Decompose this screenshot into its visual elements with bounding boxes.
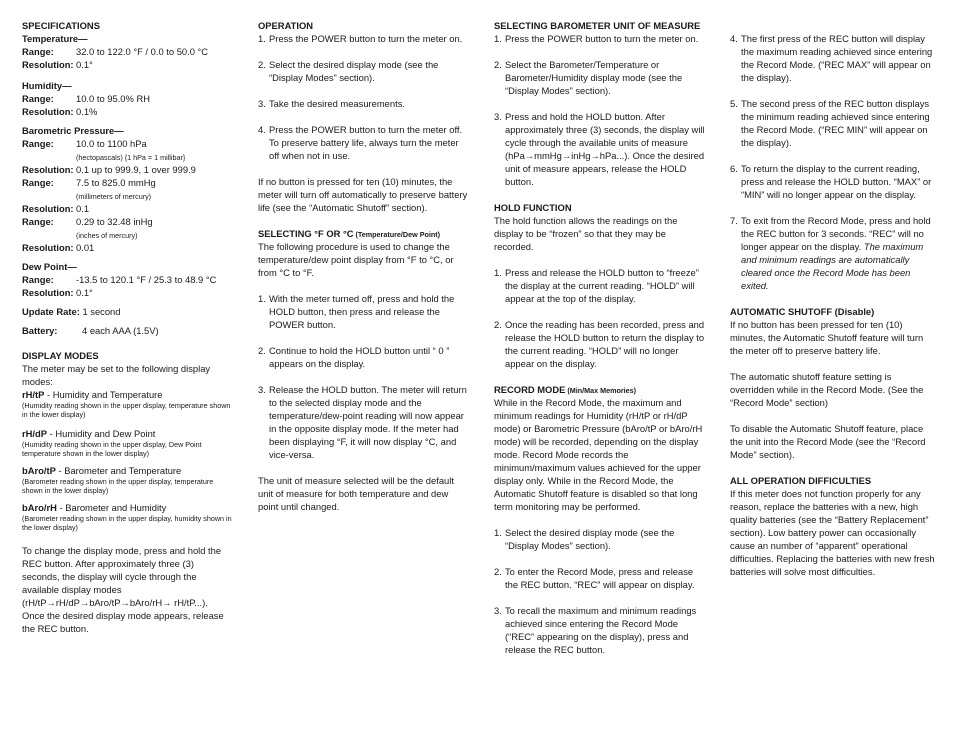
mode-title: - Humidity and Dew Point — [47, 428, 156, 439]
resolution-label: Resolution: — [22, 203, 74, 214]
list-item: 3. To recall the maximum and minimum readings achieved since entering the Record Mode (“REC” appearing on the display), press and release the REC button. — [494, 605, 697, 655]
mode-rh-tp-note: (Humidity reading shown in the upper display, temperature shown in the lower display) — [22, 401, 231, 419]
baro-hpa-resolution-value: 0.1 up to 999.9, 1 over 999.9 — [76, 164, 196, 175]
humidity-range-row — [22, 92, 232, 105]
record-mode-intro: While in the Record Mode, the maximum and minimum readings for Humidity (rH/tP or rH/dP mode) or Barometric Pressure (bAro/tP or bAro/rH mode) will be recorded, depending on the display mode. Record Mode records the minimum/maximum values achieved for the upper display only. While in the Record Mode, the Automatic Shutoff feature is disabled so that long term monitoring may be performed. — [494, 397, 703, 512]
list-item: 1. Select the desired display mode (see the “Display Modes” section). — [494, 527, 675, 551]
list-item: 1. Press and release the HOLD button to “freeze” the display at the current reading. “HOLD” will appear at the top of the display. — [494, 267, 699, 304]
list-item: 3. Take the desired measurements. — [258, 98, 406, 109]
baro-mmhg-note: (millimeters of mercury) — [76, 192, 152, 201]
barometric-pressure-heading: Barometric Pressure— — [22, 125, 124, 136]
baro-inhg-note: (inches of mercury) — [76, 231, 138, 240]
mode-rh-tp — [22, 388, 232, 401]
baro-mmhg-range-row — [22, 176, 232, 202]
list-item: 2. Select the desired display mode (see the “Display Modes” section). — [258, 59, 439, 83]
dew-range-row — [22, 273, 232, 286]
range-label: Range: — [22, 177, 54, 188]
baro-mmhg-resolution-row — [22, 202, 232, 215]
difficulties-heading: ALL OPERATION DIFFICULTIES — [730, 475, 872, 486]
baro-inhg-resolution-value: 0.01 — [76, 242, 95, 253]
dew-resolution-row — [22, 286, 232, 299]
select-f-c-steps — [258, 292, 468, 461]
select-f-c-heading: SELECTING °F OR °C (Temperature/Dew Point) — [258, 228, 441, 239]
specifications-heading: SPECIFICATIONS — [22, 20, 100, 31]
operation-column — [258, 19, 468, 513]
list-item: 3. Release the HOLD button. The meter will return to the selected display mode and the temperature/dew-point reading will now appear in the opposite display mode. If the meter had been displaying °F, it will now display °C, and vice-versa. — [258, 384, 467, 460]
list-item: 5. The second press of the REC button displays the minimum reading achieved since entering the Record Mode. (“REC MIN” will appear on the display). — [730, 98, 930, 148]
operation-heading: OPERATION — [258, 20, 314, 31]
baro-inhg-resolution-row — [22, 241, 232, 254]
humidity-range-value: 10.0 to 95.0% RH — [76, 93, 151, 104]
mode-name: bAro/tP — [22, 465, 56, 476]
baro-inhg-range-value: 0.29 to 32.48 inHg — [76, 216, 153, 227]
range-label: Range: — [22, 216, 54, 227]
mode-name: bAro/rH — [22, 502, 57, 513]
list-item: 1. With the meter turned off, press and hold the HOLD button, then press and release the POWER button. — [258, 293, 455, 330]
baro-mmhg-resolution-value: 0.1 — [76, 203, 90, 214]
barometer-unit-heading: SELECTING BAROMETER UNIT OF MEASURE — [494, 20, 701, 31]
auto-shutoff-heading: AUTOMATIC SHUTOFF (Disable) — [730, 306, 875, 317]
list-item: 3. Press and hold the HOLD button. After approximately three (3) seconds, the display will cycle through the available units of measure (hPa→mmHg→inHg→hPa...). Once the desired unit of measure appears, release the HOLD button. — [494, 111, 705, 187]
select-default-note: The unit of measure selected will be the default unit of measure for both temperature and dew point until changed. — [258, 475, 454, 512]
auto-shutoff-text-2: The automatic shutoff feature setting is overridden while in the Record Mode. (See the “Record Mode” section) — [730, 371, 924, 408]
resolution-label: Resolution: — [22, 164, 74, 175]
battery-label: Battery: — [22, 325, 58, 336]
baro-hpa-resolution-row — [22, 163, 232, 176]
temperature-resolution-row — [22, 58, 232, 71]
resolution-label: Resolution: — [22, 242, 74, 253]
list-item: 4. The first press of the REC button will display the maximum reading achieved since entering the Record Mode. (“REC MAX” will appear on the display). — [730, 33, 933, 83]
dew-range-value: -13.5 to 120.1 °F / 25.3 to 48.9 °C — [76, 274, 217, 285]
temperature-resolution-value: 0.1° — [76, 59, 93, 70]
mode-baro-tp — [22, 464, 232, 477]
display-modes-heading: DISPLAY MODES — [22, 350, 99, 361]
record-steps — [494, 526, 706, 656]
mode-rh-dp — [22, 427, 232, 440]
list-item: 4. Press the POWER button to turn the meter off. To preserve battery life, always turn the meter off when not in use. — [258, 124, 463, 161]
baro-hpa-range-value: 10.0 to 1100 hPa — [76, 138, 147, 149]
temperature-range-row — [22, 45, 232, 58]
list-item: 1. Press the POWER button to turn the meter on. — [258, 33, 463, 44]
mode-name: rH/tP — [22, 389, 45, 400]
battery-value: 4 each AAA (1.5V) — [82, 325, 159, 336]
update-rate-value: 1 second — [82, 306, 121, 317]
mode-title: - Barometer and Temperature — [55, 465, 182, 476]
humidity-heading: Humidity— — [22, 80, 72, 91]
resolution-label: Resolution: — [22, 287, 74, 298]
dew-point-heading: Dew Point— — [22, 261, 77, 272]
range-label: Range: — [22, 274, 54, 285]
select-f-c-intro: The following procedure is used to change the temperature/dew point display from °F to °C, or from °C to °F. — [258, 241, 454, 278]
barometer-unit-column — [494, 19, 706, 656]
list-item: 2. Once the reading has been recorded, press and release the HOLD button to return the display to the current reading. “HOLD” will no longer appear on the display. — [494, 319, 705, 369]
auto-off-note: If no button is pressed for ten (10) minutes, the meter will turn off automatically to preserve battery life (see the “Automatic Shutoff” section). — [258, 176, 468, 213]
resolution-label: Resolution: — [22, 59, 74, 70]
record-steps-continued — [730, 32, 936, 292]
hold-steps — [494, 266, 706, 370]
record-mode-heading: RECORD MODE (Min/Max Memories) — [494, 384, 637, 395]
display-modes-intro: The meter may be set to the following display modes: — [22, 363, 211, 387]
battery-row — [22, 324, 232, 337]
mode-title: - Humidity and Temperature — [44, 389, 163, 400]
specifications-column — [22, 19, 232, 635]
hold-function-intro: The hold function allows the readings on the display to be “frozen” so that they may be recorded. — [494, 215, 678, 252]
temperature-heading: Temperature— — [22, 33, 88, 44]
list-item: 6. To return the display to the current reading, press and release the HOLD button. “MAX” or “MIN” will no longer appear on the display. — [730, 163, 932, 200]
barometer-unit-steps — [494, 32, 706, 188]
auto-shutoff-text-3: To disable the Automatic Shutoff feature, place the unit into the Record Mode (see the “Record Mode” section). — [730, 423, 926, 460]
humidity-resolution-value: 0.1% — [76, 106, 98, 117]
operation-steps — [258, 32, 468, 162]
list-item: 7. To exit from the Record Mode, press and hold the REC button for 3 seconds. “REC” will no longer appear on the display. The maximum and minimum readings are automatically cleared once the Record Mode has been exited. — [730, 215, 931, 291]
temperature-range-value: 32.0 to 122.0 °F / 0.0 to 50.0 °C — [76, 46, 209, 57]
auto-shutoff-text-1: If no button has been pressed for ten (10) minutes, the Automatic Shutoff feature will turn the meter off to preserve battery life. — [730, 319, 924, 356]
baro-inhg-range-row — [22, 215, 232, 241]
list-item: 2. Select the Barometer/Temperature or Barometer/Humidity display mode (see the “Display Modes” section). — [494, 59, 683, 96]
baro-hpa-note: (hectopascals) {1 hPa = 1 millibar} — [76, 153, 186, 162]
record-continued-column — [730, 32, 936, 578]
list-item: 2. To enter the Record Mode, press and release the REC button. “REC” will appear on display. — [494, 566, 695, 590]
resolution-label: Resolution: — [22, 106, 74, 117]
mode-title: - Barometer and Humidity — [56, 502, 167, 513]
update-rate-row — [22, 305, 232, 318]
mode-baro-rh — [22, 501, 232, 514]
dew-resolution-value: 0.1° — [76, 287, 93, 298]
list-item: 1. Press the POWER button to turn the meter on. — [494, 33, 699, 44]
mode-baro-tp-note: (Barometer reading shown in the upper display, temperature shown in the lower display) — [22, 477, 214, 495]
humidity-resolution-row — [22, 105, 232, 118]
mode-baro-rh-note: (Barometer reading shown in the upper display, humidity shown in the lower display) — [22, 514, 232, 532]
range-label: Range: — [22, 138, 54, 149]
difficulties-text: If this meter does not function properly for any reason, replace the batteries with a new, high quality batteries (see the “Battery Replacement” section). Low battery power can occasionally cause an number of “apparent” operational difficulties. Replacing the batteries with new fresh batteries will solve most difficulties. — [730, 488, 935, 577]
baro-hpa-range-row — [22, 137, 232, 163]
range-label: Range: — [22, 46, 54, 57]
change-mode-text: To change the display mode, press and hold the REC button. After approximately three (3) seconds, the display will cycle through the available display modes (rH/tP→rH/dP→bAro/tP→bAro/rH→ rH/tP...). Once the desired display mode appears, release the REC button. — [22, 545, 224, 634]
baro-mmhg-range-value: 7.5 to 825.0 mmHg — [76, 177, 156, 188]
update-rate-label: Update Rate: — [22, 306, 80, 317]
mode-name: rH/dP — [22, 428, 48, 439]
hold-function-heading: HOLD FUNCTION — [494, 202, 572, 213]
list-item: 2. Continue to hold the HOLD button until “ 0 ” appears on the display. — [258, 345, 450, 369]
range-label: Range: — [22, 93, 54, 104]
mode-rh-dp-note: (Humidity reading shown in the upper display, Dew Point temperature shown in the lower display) — [22, 440, 202, 458]
